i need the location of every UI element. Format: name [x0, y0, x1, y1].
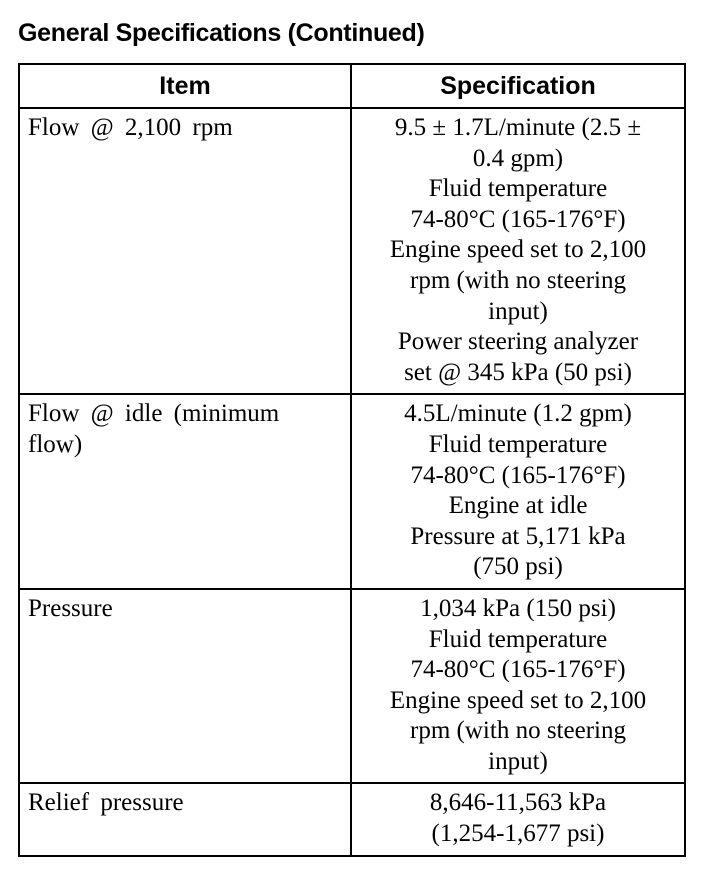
spec-line: 74-80°C (165-176°F) — [410, 656, 626, 684]
spec-line: input) — [488, 747, 548, 775]
spec-line: rpm (with no steering — [410, 266, 626, 294]
spec-line: Fluid temperature — [428, 625, 608, 653]
spec-line: 74-80°C (165-176°F) — [410, 205, 626, 233]
spec-line: rpm (with no steering — [410, 717, 626, 745]
specifications-table — [18, 63, 686, 857]
table-row — [19, 783, 685, 855]
row-item-flow-idle: Flow @ idle (minimum flow) — [19, 394, 351, 589]
column-header-specification: Specification — [351, 64, 685, 108]
row-item-flow-2100-rpm: Flow @ 2,100 rpm — [19, 108, 351, 394]
table-row — [19, 589, 685, 784]
spec-line: 1,034 kPa (150 psi) — [420, 594, 616, 622]
spec-line: Fluid temperature — [428, 430, 608, 458]
column-header-item: Item — [19, 64, 351, 108]
table-row — [19, 394, 685, 589]
spec-line: (1,254-1,677 psi) — [431, 820, 605, 848]
spec-line: (750 psi) — [473, 553, 563, 581]
spec-line: 9.5 ± 1.7L/minute (2.5 ± — [394, 114, 642, 141]
spec-line: 0.4 gpm) — [472, 144, 564, 172]
row-spec-relief-pressure — [351, 783, 685, 855]
spec-line: input) — [488, 297, 548, 325]
spec-line: 8,646-11,563 kPa — [429, 789, 607, 817]
spec-line: Engine at idle — [448, 492, 588, 520]
spec-line: 74-80°C (165-176°F) — [410, 461, 626, 489]
spec-line: Pressure at 5,171 kPa — [410, 522, 626, 550]
spec-line: Engine speed set to 2,100 — [389, 236, 647, 264]
row-spec-flow-2100-rpm — [351, 108, 685, 394]
row-spec-flow-idle — [351, 394, 685, 589]
row-spec-pressure — [351, 589, 685, 784]
spec-line: Power steering analyzer — [397, 328, 639, 356]
table-header-row — [19, 64, 685, 108]
spec-line: 4.5L/minute (1.2 gpm) — [404, 400, 632, 428]
spec-line: Engine speed set to 2,100 — [389, 686, 647, 714]
spec-line: set @ 345 kPa (50 psi) — [404, 358, 632, 386]
spec-line: Fluid temperature — [428, 175, 608, 203]
row-item-pressure: Pressure — [19, 589, 351, 784]
page-title: General Specifications (Continued) — [18, 19, 425, 47]
table-row — [19, 108, 685, 394]
row-item-relief-pressure: Relief pressure — [19, 783, 351, 855]
